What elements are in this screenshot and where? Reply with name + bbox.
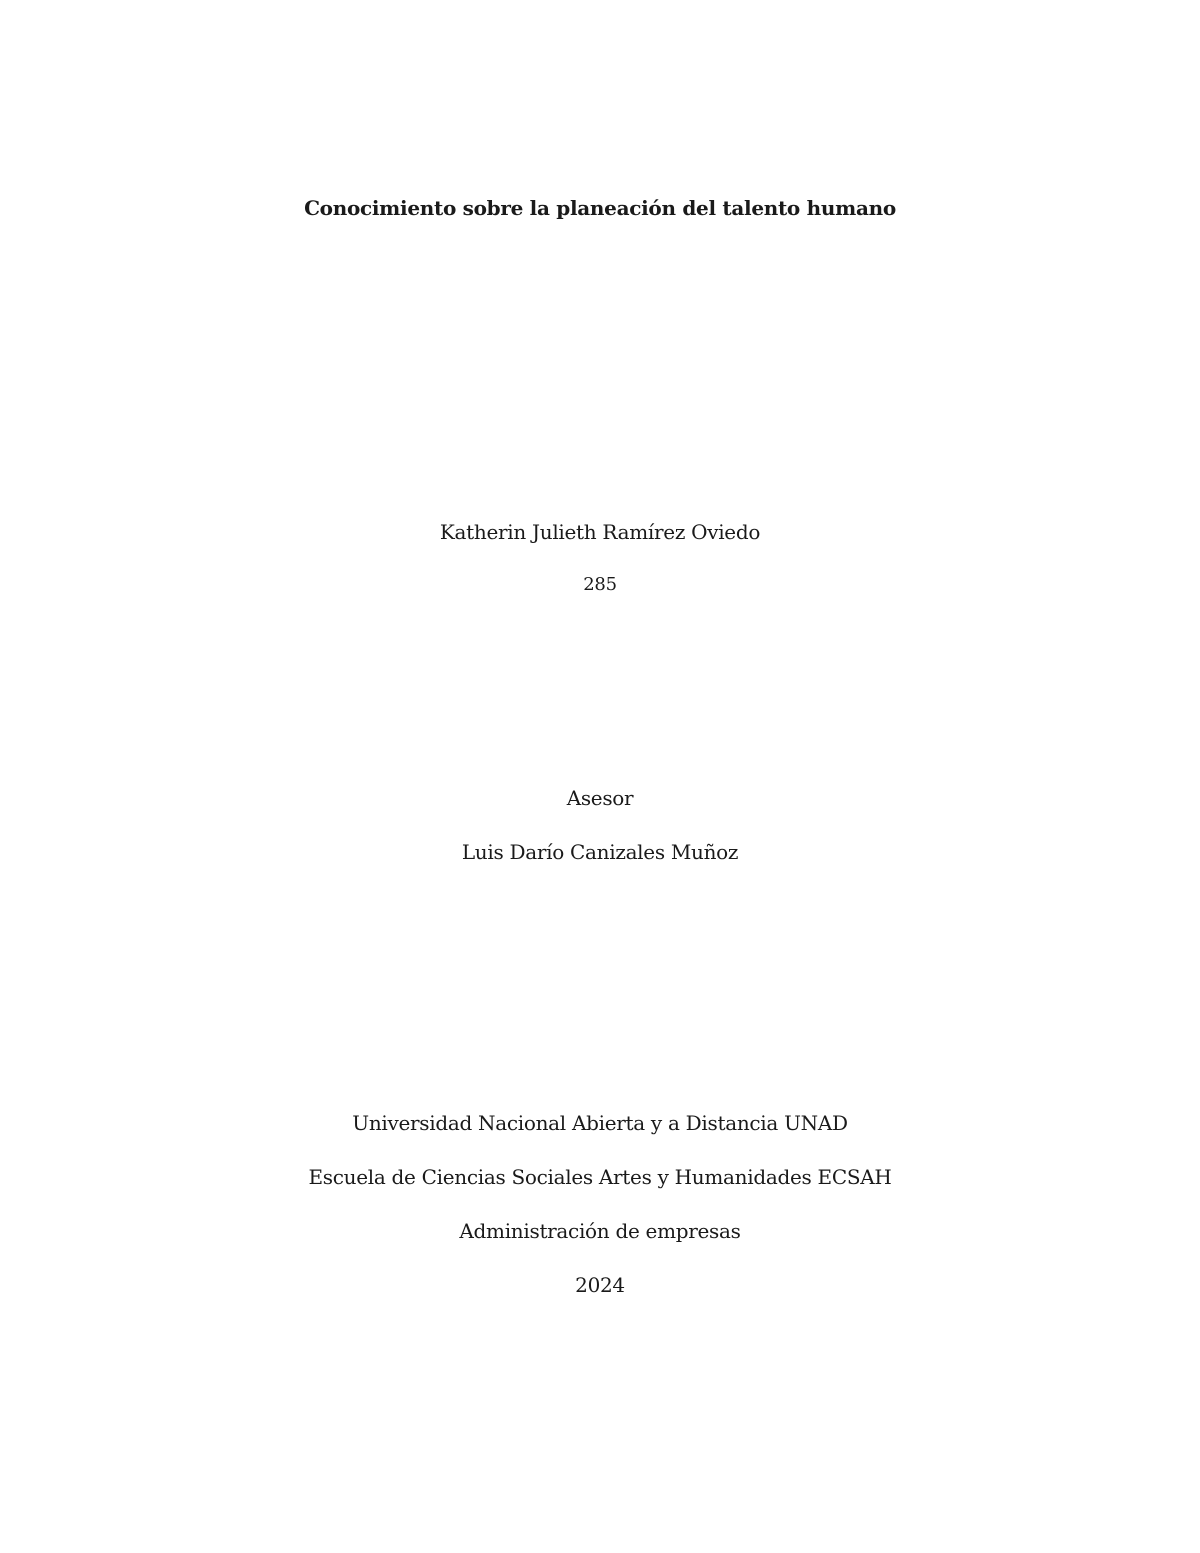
school-name: Escuela de Ciencias Sociales Artes y Humanidades ECSAH xyxy=(308,1165,892,1189)
group-number: 285 xyxy=(583,574,617,595)
advisor-label: Asesor xyxy=(566,786,634,810)
year: 2024 xyxy=(575,1273,625,1297)
author-name: Katherin Julieth Ramírez Oviedo xyxy=(439,520,761,544)
advisor-name: Luis Darío Canizales Muñoz xyxy=(461,840,739,864)
university-name: Universidad Nacional Abierta y a Distancia UNAD xyxy=(352,1111,848,1135)
document-title: Conocimiento sobre la planeación del talento humano xyxy=(304,196,896,220)
program-name: Administración de empresas xyxy=(459,1219,741,1243)
